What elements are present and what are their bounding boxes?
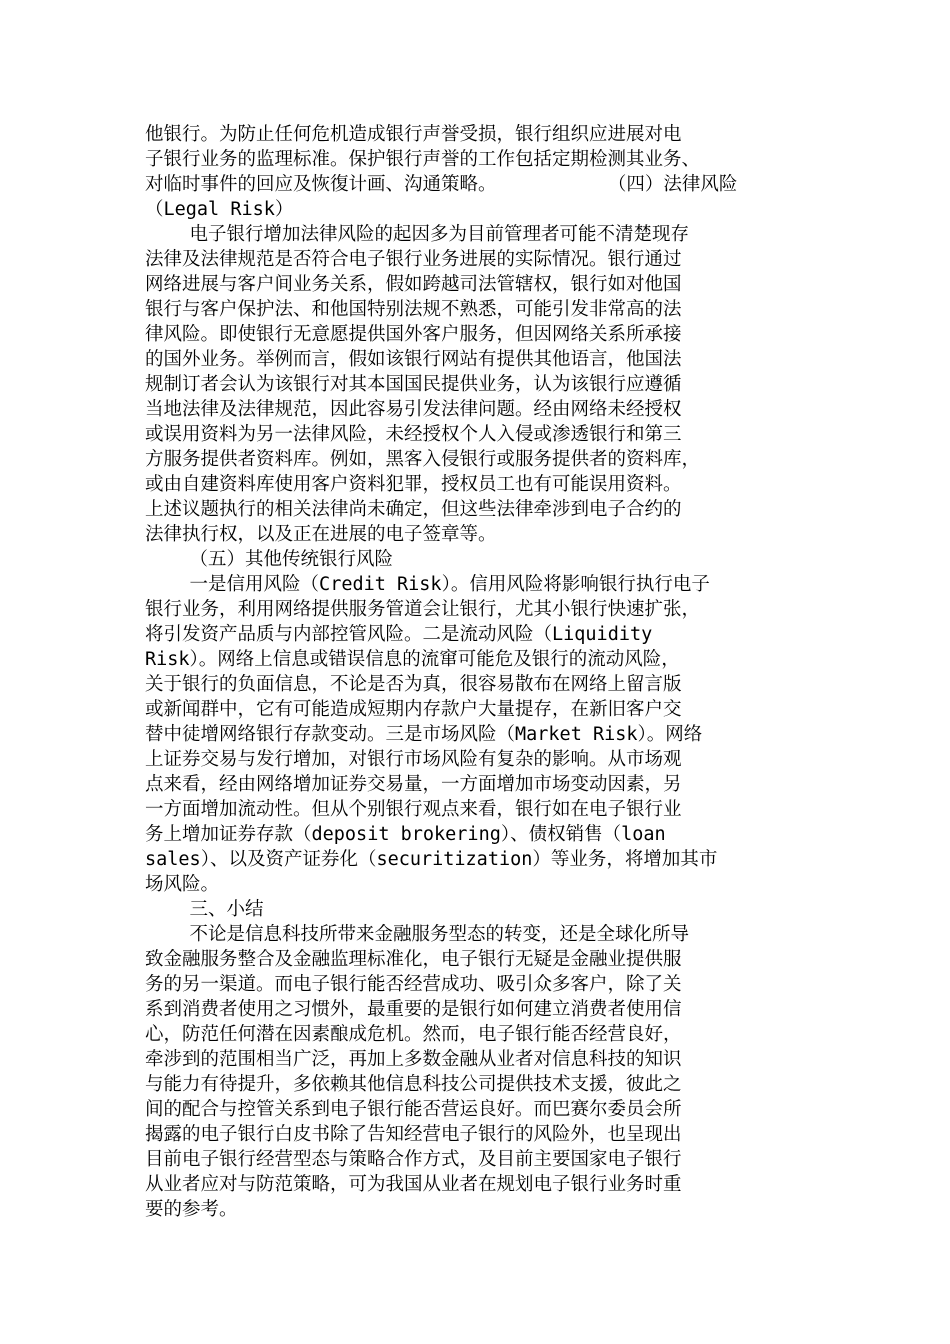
text-line: 一方面增加流动性。但从个别银行观点来看，银行如在电子银行业 bbox=[145, 799, 682, 820]
text-line: 一是信用风险（Credit Risk）。信用风险将影响银行执行电子 bbox=[145, 574, 710, 595]
text-line: 律风险。即使银行无意愿提供国外客户服务，但因网络关系所承接 bbox=[145, 324, 682, 345]
text-line: 务上增加证券存款（deposit brokering）、债权销售（loan bbox=[145, 824, 666, 845]
section-heading: （五）其他传统银行风险 bbox=[145, 549, 394, 570]
text-line: sales）、以及资产证券化（securitization）等业务，将增加其市 bbox=[145, 849, 718, 870]
text-line: 揭露的电子银行白皮书除了告知经营电子银行的风险外，也呈现出 bbox=[145, 1124, 682, 1145]
text-line: 的国外业务。举例而言，假如该银行网站有提供其他语言，他国法 bbox=[145, 349, 682, 370]
text-line: 网络进展与客户间业务关系，假如跨越司法管辖权，银行如对他国 bbox=[145, 274, 682, 295]
text-line: 牵涉到的范围相当广泛，再加上多数金融从业者对信息科技的知识 bbox=[145, 1049, 682, 1070]
text-line: 上证券交易与发行增加，对银行市场风险有复杂的影响。从市场观 bbox=[145, 749, 682, 770]
text-line: 间的配合与控管关系到电子银行能否营运良好。而巴赛尔委员会所 bbox=[145, 1099, 682, 1120]
section-heading: 三、小结 bbox=[145, 899, 264, 920]
text-line: 致金融服务整合及金融监理标准化，电子银行无疑是金融业提供服 bbox=[145, 949, 682, 970]
text-line: 方服务提供者资料库。例如，黑客入侵银行或服务提供者的资料库， bbox=[145, 449, 701, 470]
text-line: 要的参考。 bbox=[145, 1199, 238, 1220]
text-line: 法律及法律规范是否符合电子银行业务进展的实际情况。银行通过 bbox=[145, 249, 682, 270]
text-line: 子银行业务的监理标准。保护银行声誉的工作包括定期检测其业务、 bbox=[145, 149, 701, 170]
text-line: 对临时事件的回应及恢復计画、沟通策略。 （四）法律风险 bbox=[145, 174, 738, 195]
text-line: 银行与客户保护法、和他国特别法规不熟悉，可能引发非常高的法 bbox=[145, 299, 682, 320]
text-line: 目前电子银行经营型态与策略合作方式，及目前主要国家电子银行 bbox=[145, 1149, 682, 1170]
text-line: 系到消费者使用之习惯外，最重要的是银行如何建立消费者使用信 bbox=[145, 999, 682, 1020]
document-body bbox=[145, 122, 810, 1222]
text-line: 银行业务，利用网络提供服务管道会让银行，尤其小银行快速扩张， bbox=[145, 599, 701, 620]
text-line: 上述议题执行的相关法律尚未确定，但这些法律牵涉到电子合约的 bbox=[145, 499, 682, 520]
text-line: 规制订者会认为该银行对其本国国民提供业务，认为该银行应遵循 bbox=[145, 374, 682, 395]
text-line: 或误用资料为另一法律风险，未经授权个人入侵或渗透银行和第三 bbox=[145, 424, 682, 445]
text-line: 将引发资产品质与内部控管风险。二是流动风险（Liquidity bbox=[145, 624, 653, 645]
text-line: 关于银行的负面信息，不论是否为真，很容易散布在网络上留言版 bbox=[145, 674, 682, 695]
text-line: 或新闻群中，它有可能造成短期内存款户大量提存，在新旧客户交 bbox=[145, 699, 682, 720]
text-line: （Legal Risk） bbox=[145, 199, 294, 220]
text-line: 务的另一渠道。而电子银行能否经营成功、吸引众多客户，除了关 bbox=[145, 974, 682, 995]
text-line: 与能力有待提升，多依赖其他信息科技公司提供技术支援，彼此之 bbox=[145, 1074, 682, 1095]
text-line: 点来看，经由网络增加证券交易量，一方面增加市场变动因素，另 bbox=[145, 774, 682, 795]
text-line: 替中徒增网络银行存款变动。三是市场风险（Market Risk）。网络 bbox=[145, 724, 703, 745]
text-line: 从业者应对与防范策略，可为我国从业者在规划电子银行业务时重 bbox=[145, 1174, 682, 1195]
text-line: 场风险。 bbox=[145, 874, 220, 895]
text-line: 电子银行增加法律风险的起因多为目前管理者可能不清楚现存 bbox=[145, 224, 690, 245]
text-line: 或由自建资料库使用客户资料犯罪，授权员工也有可能误用资料。 bbox=[145, 474, 682, 495]
text-line: Risk）。网络上信息或错误信息的流窜可能危及银行的流动风险， bbox=[145, 649, 680, 670]
text-line: 法律执行权，以及正在进展的电子签章等。 bbox=[145, 524, 497, 545]
text-line: 心，防范任何潜在因素酿成危机。然而，电子银行能否经营良好， bbox=[145, 1024, 682, 1045]
text-line: 当地法律及法律规范，因此容易引发法律问题。经由网络未经授权 bbox=[145, 399, 682, 420]
text-line: 他银行。为防止任何危机造成银行声誉受损，银行组织应进展对电 bbox=[145, 124, 682, 145]
text-line: 不论是信息科技所带来金融服务型态的转变，还是全球化所导 bbox=[145, 924, 690, 945]
